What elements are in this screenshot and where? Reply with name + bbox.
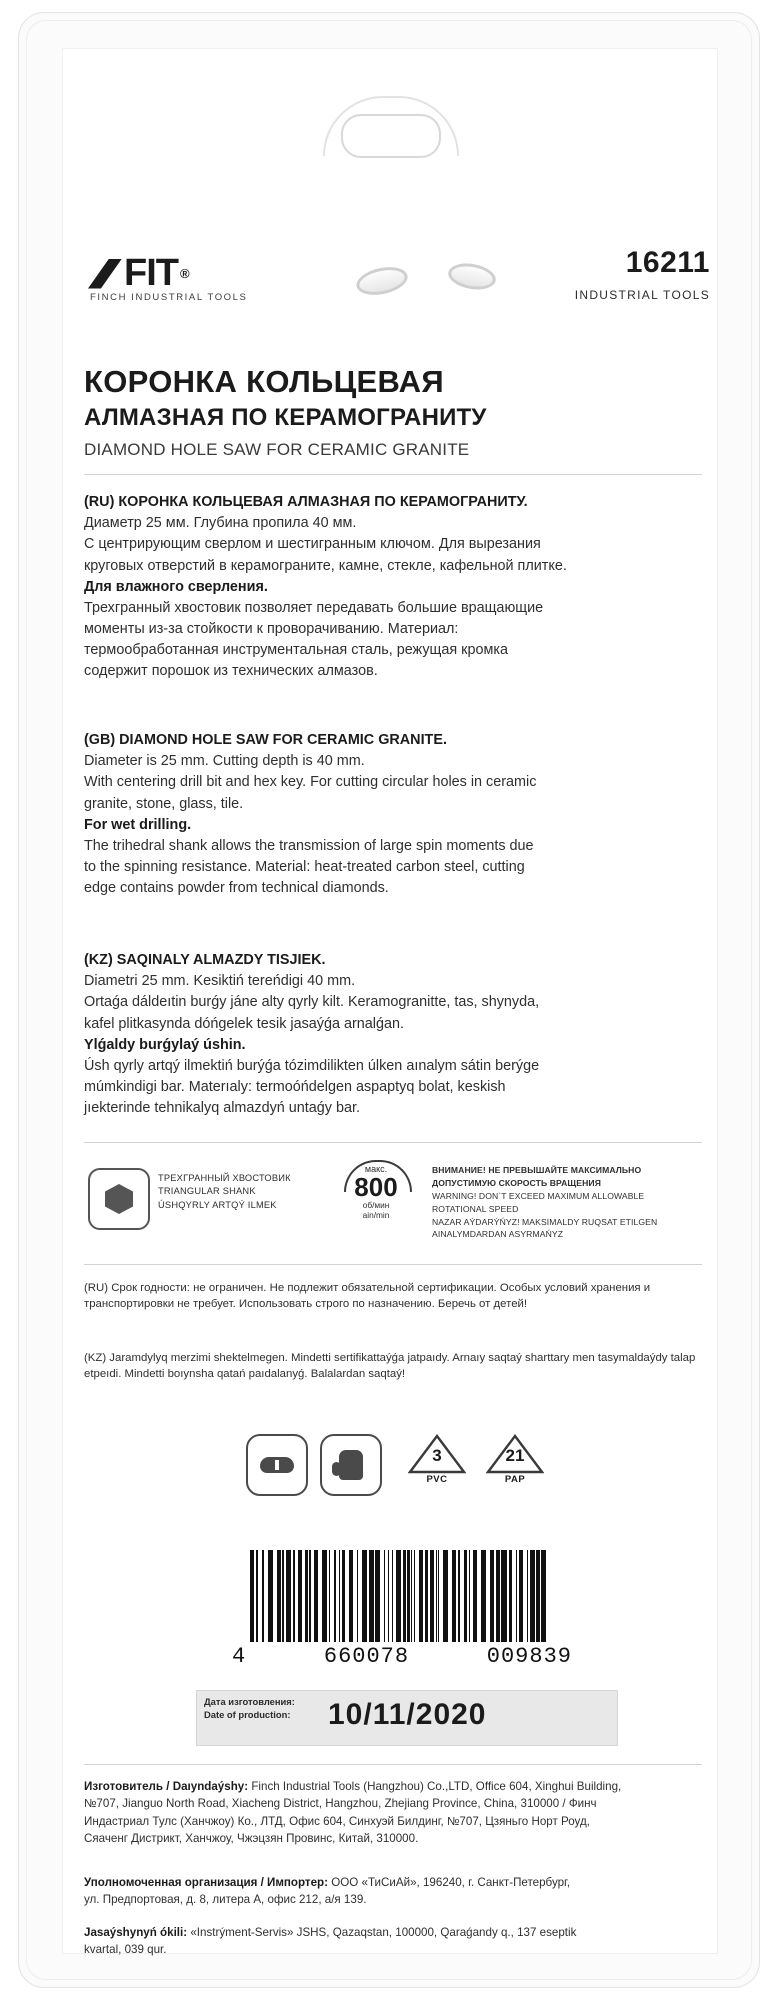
- barcode-bar: [414, 1550, 415, 1642]
- section-gb-line-1: Diameter is 25 mm. Cutting depth is 40 mm.: [84, 753, 365, 770]
- barcode-bar: [256, 1550, 257, 1642]
- barcode-bar: [268, 1550, 273, 1642]
- triangular-shank-icon: [88, 1168, 150, 1230]
- barcode-bar: [419, 1550, 423, 1642]
- warning-text: [432, 1164, 704, 1241]
- legal-ru: (RU) Срок годности: не ограничен. Не подлежит обязательной сертификации. Особых условий хранения и транспортировки не требует. Использовать строго по назначению. Беречь от детей!: [84, 1282, 651, 1311]
- footer-kz-rep: [84, 1924, 724, 1959]
- barcode-digits: [232, 1644, 572, 1669]
- product-photo: [356, 258, 496, 298]
- shank-label-ru: ТРЕХГРАННЫЙ ХВОСТОВИК: [158, 1173, 291, 1183]
- product-code: 16211: [625, 246, 710, 279]
- barcode-bar: [357, 1550, 358, 1642]
- importer-line-2: ул. Предпортовая, д. 8, литера А, офис 212, а/я 139.: [84, 1893, 367, 1907]
- barcode-bar: [541, 1550, 546, 1642]
- recycle-pap-label: PAP: [504, 1474, 526, 1485]
- hang-hole-slot: [341, 114, 441, 158]
- section-kz-subheading: Ylǵaldy burǵylaý úshin.: [84, 1036, 246, 1053]
- barcode-bar: [411, 1550, 412, 1642]
- barcode-bar: [481, 1550, 486, 1642]
- barcode-bar: [339, 1550, 340, 1642]
- brand-name: FIT: [124, 252, 178, 294]
- section-ru: [84, 492, 704, 683]
- section-kz-line-4: Úsh qyrly artqý ilmektіń burýǵa tózimdilikten úlken aınalym sátin berýge: [84, 1057, 540, 1074]
- page-title-ru-1: КОРОНКА КОЛЬЦЕВАЯ: [84, 364, 444, 399]
- section-gb-line-4: The trihedral shank allows the transmission of large spin moments due: [84, 837, 534, 854]
- brand-tagline: FINCH INDUSTRIAL TOOLS: [90, 292, 248, 303]
- recycle-pvc-icon: [408, 1434, 466, 1488]
- section-kz-line-2: Ortaǵa dáldeıtin burǵy jáne alty qyrly kilt. Keramogranitte, tas, shynyda,: [84, 994, 540, 1011]
- barcode-bar: [282, 1550, 283, 1642]
- section-ru-line-2: С центрирующим сверлом и шестигранным ключом. Для вырезания: [84, 536, 541, 553]
- legal-kz: (KZ) Jaramdylyq merzimi shektelmegen. Mindetti sertifikattaýǵa jatpaıdy. Arnaıy saqtaý sharttary men tasymaldaýdy talap etpeıdi. Mindetti boıynsha qatań paıdalanyǵ. Balalardan saqtaý!: [84, 1352, 696, 1381]
- section-gb-line-6: edge contains powder from technical diamonds.: [84, 880, 389, 897]
- barcode-digit-group-3: 009839: [486, 1644, 572, 1669]
- recycle-pap-number: 21: [505, 1446, 525, 1465]
- warning-ru-2: ДОПУСТИМУЮ СКОРОСТЬ ВРАЩЕНИЯ: [432, 1177, 601, 1188]
- section-gb-line-5: to the spinning resistance. Material: heat-treated carbon steel, cutting: [84, 859, 525, 876]
- barcode-bar: [349, 1550, 353, 1642]
- barcode-bar: [452, 1550, 456, 1642]
- specs-strip: [84, 1152, 704, 1250]
- blister-card: [18, 12, 760, 1988]
- kz-rep-label: Jasaýshynyń ókili:: [84, 1926, 188, 1939]
- recycle-pvc-label: PVC: [426, 1474, 448, 1485]
- page-title-en: DIAMOND HOLE SAW FOR CERAMIC GRANITE: [84, 440, 470, 459]
- divider-specs-top: [84, 1142, 702, 1143]
- rpm-unit-ru: об/мин: [362, 1200, 390, 1210]
- warning-en-1: WARNING! DON`T EXCEED MAXIMUM ALLOWABLE: [432, 1190, 645, 1201]
- ring-1: [354, 263, 410, 299]
- barcode-bar: [334, 1550, 337, 1642]
- barcode-bar: [527, 1550, 528, 1642]
- section-ru-line-1: Диаметр 25 мм. Глубина пропила 40 мм.: [84, 515, 357, 532]
- barcode-bar: [430, 1550, 434, 1642]
- section-kz-line-5: múmkindigi bar. Materıaly: termoóńdelgen aspaptyq bolat, keskish: [84, 1079, 506, 1096]
- barcode-bar: [329, 1550, 330, 1642]
- barcode-bar: [375, 1550, 380, 1642]
- warning-kz-2: AINALYMDARDAN ASYRMAŃYZ: [432, 1229, 564, 1240]
- header-tagline: INDUSTRIAL TOOLS: [574, 288, 710, 302]
- section-gb: [84, 730, 704, 899]
- page-title-ru-2: АЛМАЗНАЯ ПО КЕРАМОГРАНИТУ: [84, 404, 487, 431]
- warning-kz-1: NAZAR AÝDARÝŃYZ! MAKSIMALDY RUQSAT ETILGEN: [432, 1216, 658, 1227]
- barcode-bar: [250, 1550, 254, 1642]
- barcode-bar: [436, 1550, 437, 1642]
- barcode-bar: [519, 1550, 523, 1642]
- divider-specs-bottom: [84, 1264, 702, 1265]
- shank-label-en: TRIANGULAR SHANK: [158, 1186, 256, 1197]
- ring-2: [446, 260, 498, 293]
- barcode-bar: [407, 1550, 410, 1642]
- importer-label: Уполномоченная организация / Импортер:: [84, 1876, 329, 1889]
- barcode-digit-group-1: 4: [232, 1644, 247, 1669]
- rpm-unit-kz: ain/min: [362, 1210, 390, 1221]
- barcode-bar: [438, 1550, 439, 1642]
- barcode-bar: [293, 1550, 296, 1642]
- barcode-bar: [286, 1550, 291, 1642]
- kz-rep-line-1: «Instrýment-Servis» JSHS, Qazaqstan, 100000, Qaraǵandy q., 137 eseptik: [190, 1926, 577, 1939]
- barcode-bar: [536, 1550, 540, 1642]
- barcode-digit-group-2: 660078: [323, 1644, 410, 1669]
- barcode-bar: [530, 1550, 535, 1642]
- recycle-pap-icon: [486, 1434, 544, 1488]
- brand-logo: [88, 252, 189, 295]
- shank-label-kz: ÚSHQYRLY ARTQÝ ILMEK: [158, 1199, 277, 1210]
- manufacturer-line-3: Индастриал Тулс (Ханчжоу) Ко., ЛТД, Офис 604, Синхуэй Билдинг, №707, Цзяньго Норт Роуд,: [84, 1814, 590, 1828]
- safety-goggles-icon: [246, 1434, 308, 1496]
- section-gb-heading: (GB) DIAMOND HOLE SAW FOR CERAMIC GRANITE.: [84, 732, 447, 748]
- section-gb-subheading: For wet drilling.: [84, 816, 192, 833]
- barcode-bar: [458, 1550, 461, 1642]
- barcode-bar: [496, 1550, 500, 1642]
- barcode-bar: [464, 1550, 467, 1642]
- barcode-bar: [369, 1550, 374, 1642]
- section-gb-line-2: With centering drill bit and hex key. For cutting circular holes in ceramic: [84, 774, 537, 791]
- divider-footer: [84, 1764, 702, 1765]
- section-ru-line-6: термообработанная инструментальная сталь, режущая кромка: [84, 642, 508, 659]
- production-date-label-en: Date of production:: [204, 1708, 291, 1720]
- section-gb-line-3: granite, stone, glass, tile.: [84, 795, 244, 812]
- manufacturer-line-1: Finch Industrial Tools (Hangzhou) Co.,LTD, Office 604, Xinghui Building,: [251, 1780, 622, 1793]
- barcode-bar: [362, 1550, 367, 1642]
- barcode-bar: [425, 1550, 428, 1642]
- barcode-bar: [509, 1550, 512, 1642]
- barcode-bar: [388, 1550, 389, 1642]
- barcode-bar: [501, 1550, 506, 1642]
- barcode: [250, 1550, 550, 1642]
- barcode-bar: [309, 1550, 310, 1642]
- hang-hole: [323, 96, 455, 170]
- barcode-bar: [403, 1550, 406, 1642]
- max-rpm: [330, 1164, 422, 1221]
- barcode-bar: [298, 1550, 302, 1642]
- barcode-bar: [473, 1550, 477, 1642]
- production-date-value: 10/11/2020: [328, 1698, 487, 1731]
- section-ru-line-3: круговых отверстий в керамограните, камне, стекле, кафельной плитке.: [84, 557, 567, 574]
- recycle-pvc-number: 3: [432, 1446, 442, 1465]
- barcode-bar: [314, 1550, 318, 1642]
- pictogram-row: [246, 1434, 566, 1498]
- barcode-bar: [392, 1550, 393, 1642]
- rpm-caption: макс.: [364, 1164, 388, 1174]
- section-kz: [84, 950, 704, 1119]
- barcode-bar: [262, 1550, 265, 1642]
- manufacturer-label: Изготовитель / Daıyndaýshy:: [84, 1780, 249, 1793]
- section-kz-heading: (KZ) SAQINALY ALMAZDY TISJIEK.: [84, 952, 326, 968]
- production-date-labels: [204, 1696, 324, 1721]
- section-ru-line-7: содержит порошок из технических алмазов.: [84, 663, 378, 680]
- safety-gloves-icon: [320, 1434, 382, 1496]
- section-ru-heading: (RU) КОРОНКА КОЛЬЦЕВАЯ АЛМАЗНАЯ ПО КЕРАМОГРАНИТУ.: [84, 494, 528, 510]
- manufacturer-line-2: №707, Jianguo North Road, Xiacheng District, Hangzhou, Zhejiang Province, China, 310000 / Финч: [84, 1797, 597, 1811]
- importer-line-1: ООО «ТиСиАй», 196240, г. Санкт-Петербург,: [331, 1876, 571, 1889]
- barcode-bar: [490, 1550, 494, 1642]
- section-ru-line-5: моменты из-за стойкости к проворачиванию. Материал:: [84, 621, 459, 638]
- registered-mark: ®: [179, 266, 189, 281]
- shank-labels: [158, 1172, 318, 1212]
- barcode-bar: [469, 1550, 470, 1642]
- warning-ru-1: ВНИМАНИЕ! НЕ ПРЕВЫШАЙТЕ МАКСИМАЛЬНО: [432, 1165, 642, 1175]
- footer-importer: [84, 1874, 724, 1909]
- footer-manufacturer: [84, 1778, 724, 1848]
- warning-en-2: ROTATIONAL SPEED: [432, 1203, 519, 1214]
- barcode-bar: [443, 1550, 448, 1642]
- barcode-bar: [396, 1550, 401, 1642]
- rpm-value: 800: [354, 1172, 398, 1202]
- header: [88, 246, 710, 312]
- section-ru-line-4: Трехгранный хвостовик позволяет передавать большие вращающие: [84, 599, 544, 616]
- kz-rep-line-2: kvartal, 039 qur.: [84, 1943, 167, 1957]
- barcode-bar: [342, 1550, 346, 1642]
- divider-top: [84, 474, 702, 475]
- manufacturer-line-4: Сяаченг Дистрикт, Ханчжоу, Чжэцзян Провинс, Китай, 310000.: [84, 1832, 419, 1846]
- barcode-bar: [516, 1550, 517, 1642]
- section-kz-line-3: kafel plitkasynda dóńgelek tesik jasaýǵa arnalǵan.: [84, 1015, 404, 1032]
- production-date-label-ru: Дата изготовления:: [204, 1696, 295, 1707]
- logo-slash-icon: [88, 259, 122, 289]
- barcode-bar: [384, 1550, 385, 1642]
- barcode-bar: [277, 1550, 281, 1642]
- barcode-bar: [305, 1550, 308, 1642]
- section-kz-line-1: Diametri 25 mm. Kesіktіń tereńdigi 40 mm.: [84, 973, 356, 990]
- section-kz-line-6: jıekterinde tehnikalyq almazdyń untaǵy bar.: [84, 1100, 360, 1117]
- barcode-bar: [322, 1550, 327, 1642]
- section-ru-subheading: Для влажного сверления.: [84, 578, 268, 595]
